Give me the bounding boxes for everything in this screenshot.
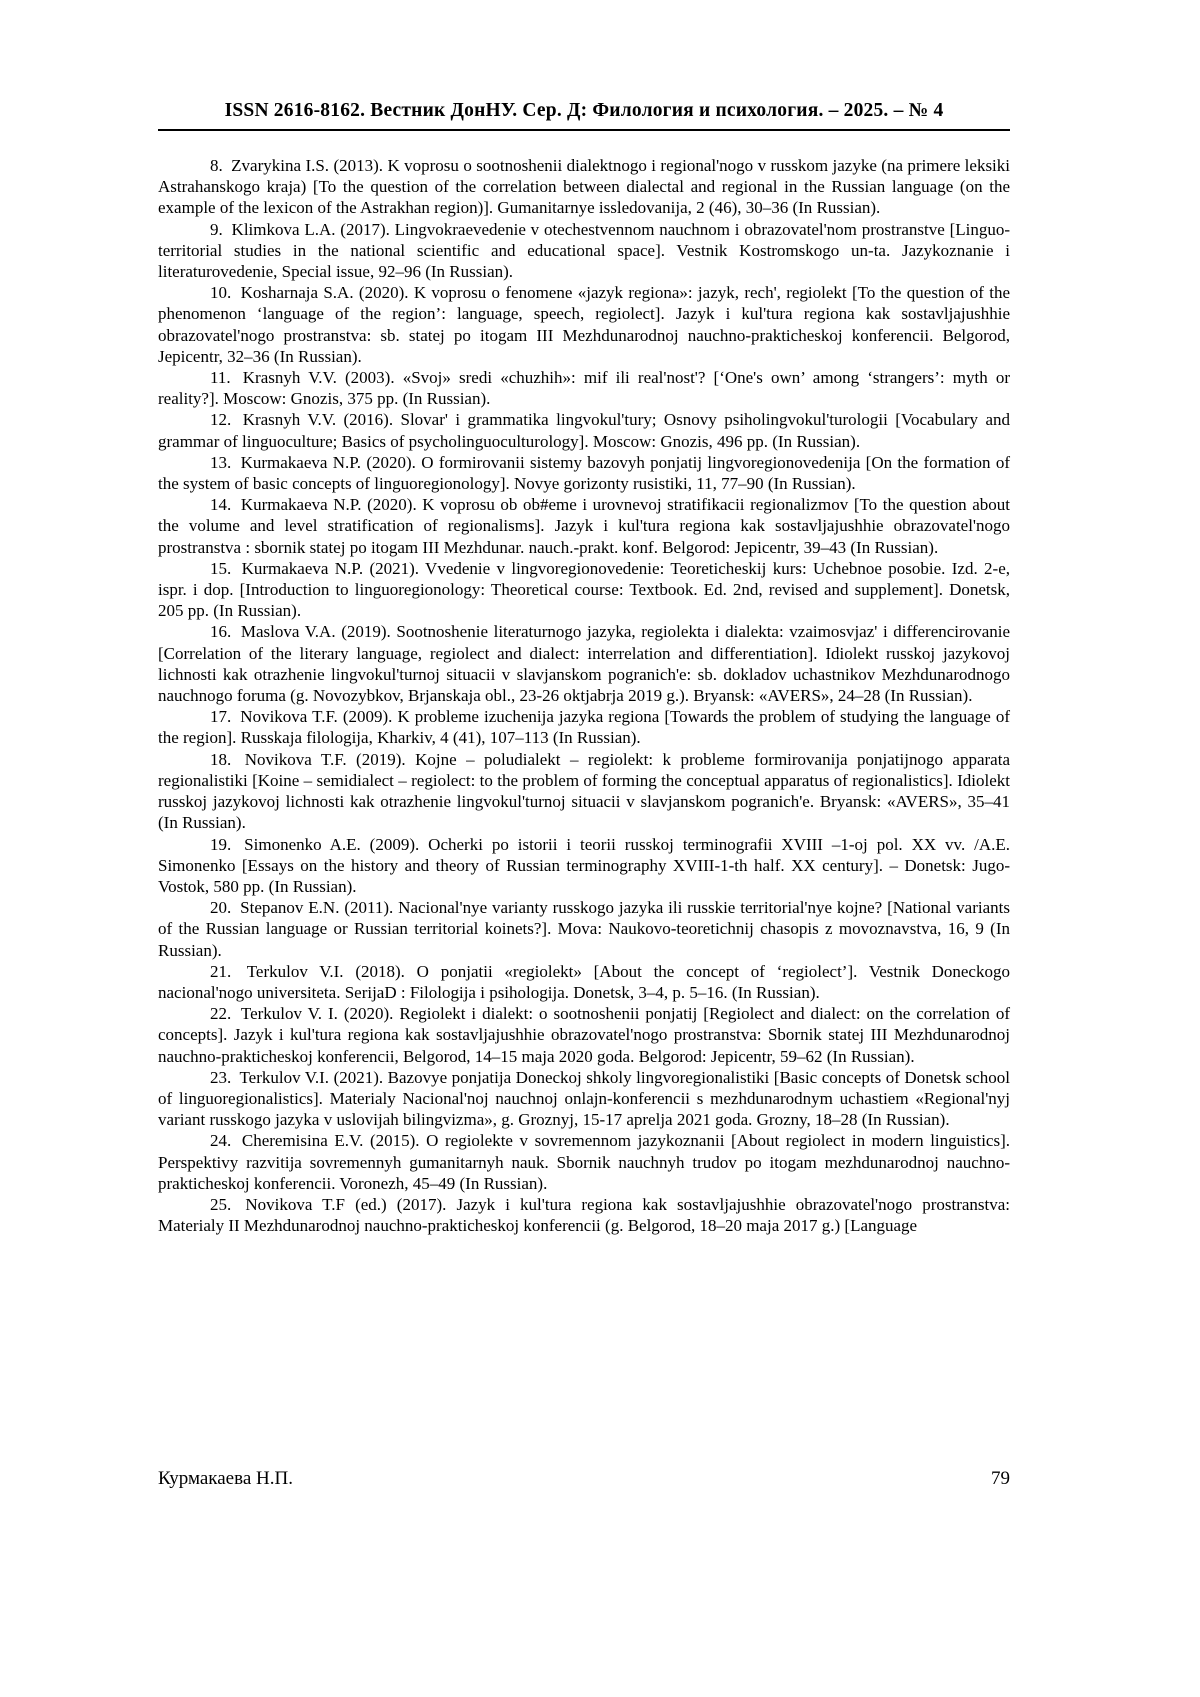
reference-item (158, 961, 1010, 1003)
reference-item (158, 749, 1010, 834)
reference-text: Cheremisina E.V. (2015). O regiolekte v sovremennom jazykoznanii [About regiolect in modern linguistics]. Perspektivy razvitija sovremennyh gumanitarnyh nauk. Sbornik nauchnyh trudov po itogam mezhdunarodnoj nauchno-prakticheskoj konferencii. Voronezh, 45–49 (In Russian). (158, 1131, 1010, 1193)
reference-number: 8. (210, 156, 223, 175)
reference-text: Kosharnaja S.A. (2020). K voprosu o fenomene «jazyk regiona»: jazyk, rech', regiolekt [To the question of the phenomenon ‘language of the region’: language, speech, regiolect]. Jazyk i kul'tura regiona kak sostavljajushhie obrazovatel'nogo prostranstva: sb. statej po itogam III Mezhdunarodnoj nauchno-prakticheskoj konferencii. Belgorod, Jepicentr, 32–36 (In Russian). (158, 283, 1010, 366)
reference-number: 11. (210, 368, 231, 388)
reference-item (158, 367, 1010, 409)
reference-number: 23. (210, 1067, 232, 1087)
reference-text: Novikova T.F (ed.) (2017). Jazyk i kul'tura regiona kak sostavljajushhie obrazovatel'nogo prostranstva: Materialy II Mezhdunarodnoj nauchno-prakticheskoj konferencii (g. Belgorod, 18–20 maja 2017 g.) [Language (158, 1194, 1011, 1236)
footer-page-number: 79 (991, 1468, 1010, 1489)
references-list (158, 155, 1010, 1236)
reference-text: Krasnyh V.V. (2003). «Svoj» sredi «chuzhih»: mif ili real'nost'? [‘One's own’ among ‘strangers’: myth or reality?]. Moscow: Gnozis, 375 pp. (In Russian). (158, 368, 1010, 409)
reference-number: 10. (210, 283, 232, 303)
reference-text: Novikova T.F. (2019). Kojne – poludialekt – regiolekt: k probleme formirovanija ponjatijnogo apparata regionalistiki [Koine – semidialect – regiolect: to the problem of forming the conceptual apparatus of regionalistics]. Idiolekt russkoj jazykovoj lichnosti kak otrazhenie lingvokul'turnoj situacii v slavjanskom pogranich'e. Bryansk: «AVERS», 35–41 (In Russian). (158, 749, 1010, 833)
reference-number: 17. (210, 707, 232, 727)
reference-number: 25. (210, 1194, 232, 1214)
reference-text: Terkulov V.I. (2018). O ponjatii «regiolekt» [About the concept of ‘regiolect’]. Vestnik Doneckogo nacional'nogo universiteta. SerijaD : Filologija i psihologija. Donetsk, 3–4, p. 5–16. (In Russian). (158, 961, 1010, 1002)
journal-header-title: ISSN 2616-8162. Вестник ДонНУ. Сер. Д: Филология и психология. – 2025. – № 4 (224, 100, 944, 121)
reference-item (158, 452, 1010, 494)
reference-number: 18. (210, 749, 232, 769)
reference-text: Kurmakaeva N.P. (2020). K voprosu ob ob#eme i urovnevoj stratifikacii regionalizmov [To the question about the volume and level stratification of regionalisms]. Jazyk i kul'tura regiona kak sostavljajushhie obrazovatel'nogo prostranstva : sbornik statej po itogam III Mezhdunar. nauch.-prakt. konf. Belgorod: Jepicentr, 39–43 (In Russian). (158, 495, 1011, 557)
reference-item (158, 558, 1010, 622)
reference-number: 22. (210, 1004, 232, 1024)
reference-text: Stepanov E.N. (2011). Nacional'nye varianty russkogo jazyka ili russkie territorial'nye kojne? [National variants of the Russian language or Russian territorial koinets?]. Mova: Naukovo-teoretichnij chasopis z movoznavstva, 16, 9 (In Russian). (158, 898, 1011, 960)
page-header (158, 100, 1010, 131)
footer-author: Курмакаева Н.П. (158, 1468, 293, 1489)
reference-text: Kurmakaeva N.P. (2021). Vvedenie v lingvoregionovedenie: Teoreticheskij kurs: Uchebnoe posobie. Izd. 2-e, ispr. i dop. [Introduction to linguoregionology: Theoretical course: Textbook. Ed. 2nd, revised and supplement]. Donetsk, 205 pp. (In Russian). (158, 558, 1010, 621)
reference-text: Zvarykina I.S. (2013). K voprosu o sootnoshenii dialektnogo i regional'nogo v russkom jazyke (na primere leksiki Astrahanskogo kraja) [To the question of the correlation between dialectal and regional in the Russian language (on the example of the lexicon of the Astrakhan region)]. Gumanitarnye issledovanija, 2 (46), 30–36 (In Russian). (158, 156, 1011, 218)
reference-number: 14. (210, 495, 232, 515)
reference-number: 16. (210, 622, 232, 642)
reference-number: 9. (210, 219, 223, 239)
reference-item (158, 621, 1010, 706)
reference-text: Klimkova L.A. (2017). Lingvokraevedenie v otechestvennom nauchnom i obrazovatel'nom prostranstve [Linguo-territorial studies in the national scientific and educational space]. Vestnik Kostromskogo un-ta. Jazykoznanie i literaturovedenie, Special issue, 92–96 (In Russian). (158, 219, 1011, 282)
reference-item (158, 409, 1010, 451)
reference-number: 21. (210, 961, 232, 981)
page-footer (158, 1468, 1010, 1490)
reference-number: 15. (210, 558, 232, 578)
reference-text: Novikova T.F. (2009). K probleme izuchenija jazyka regiona [Towards the problem of studying the language of the region]. Russkaja filologija, Kharkiv, 4 (41), 107–113 (In Russian). (158, 707, 1011, 748)
reference-text: Krasnyh V.V. (2016). Slovar' i grammatika lingvokul'tury; Osnovy psiholingvokul'turologii [Vocabulary and grammar of linguoculture; Basics of psycholinguoculturology]. Moscow: Gnozis, 496 pp. (In Russian). (158, 410, 1011, 451)
reference-number: 13. (210, 452, 232, 472)
reference-number: 12. (210, 410, 232, 430)
reference-item (158, 897, 1010, 961)
reference-item (158, 282, 1010, 367)
reference-number: 19. (210, 834, 232, 854)
journal-page (158, 0, 1010, 1697)
reference-text: Kurmakaeva N.P. (2020). O formirovanii sistemy bazovyh ponjatij lingvoregionovedenija [On the formation of the system of basic concepts of linguoregionology]. Novye gorizonty rusistiki, 11, 77–90 (In Russian). (158, 452, 1010, 494)
reference-item (158, 494, 1010, 558)
reference-item (158, 219, 1010, 283)
reference-item (158, 1003, 1010, 1067)
reference-number: 20. (210, 898, 232, 918)
reference-item (158, 834, 1010, 898)
reference-item (158, 1194, 1010, 1236)
reference-text: Maslova V.A. (2019). Sootnoshenie literaturnogo jazyka, regiolekta i dialekta: vzaimosvjaz' i differencirovanie [Correlation of the literary language, regiolect and dialect: interrelation and differentiation]. Idiolekt russkoj jazykovoj lichnosti kak otrazhenie lingvokul'turnoj situacii v slavjanskom pogranich'e: sb. dokladov uchastnikov Mezhdunarodnogo nauchnogo foruma (g. Novozybkov, Brjanskaja obl., 23-26 oktjabrja 2019 g.). Bryansk: «AVERS», 24–28 (In Russian). (158, 622, 1011, 706)
reference-item (158, 155, 1010, 219)
reference-text: Terkulov V. I. (2020). Regiolekt i dialekt: o sootnoshenii ponjatij [Regiolect and dialect: on the correlation of concepts]. Jazyk i kul'tura regiona kak sostavljajushhie obrazovatel'nogo prostranstva: Sbornik statej III Mezhdunarodnoj nauchno-prakticheskoj konferencii, Belgorod, 14–15 maja 2020 goda. Belgorod: Jepicentr, 59–62 (In Russian). (158, 1004, 1010, 1066)
reference-number: 24. (210, 1131, 232, 1151)
reference-item (158, 1130, 1010, 1194)
reference-text: Simonenko A.E. (2009). Ocherki po istorii i teorii russkoj terminografii XVIII –1-oj pol. XX vv. /A.E. Simonenko [Essays on the history and theory of Russian terminography XVIII-1-th half. XX century]. – Donetsk: Jugo-Vostok, 580 pp. (In Russian). (158, 834, 1011, 896)
reference-item (158, 706, 1010, 748)
reference-text: Terkulov V.I. (2021). Bazovye ponjatija Doneckoj shkoly lingvoregionalistiki [Basic concepts of Donetsk school of linguoregionalistics]. Materialy Nacional'noj nauchnoj onlajn-konferencii s mezhdunarodnym uchastiem «Regional'nyj variant russkogo jazyka v uslovijah bilingvizma», g. Groznyj, 15-17 aprelja 2021 goda. Grozny, 18–28 (In Russian). (158, 1067, 1010, 1130)
reference-item (158, 1067, 1010, 1131)
